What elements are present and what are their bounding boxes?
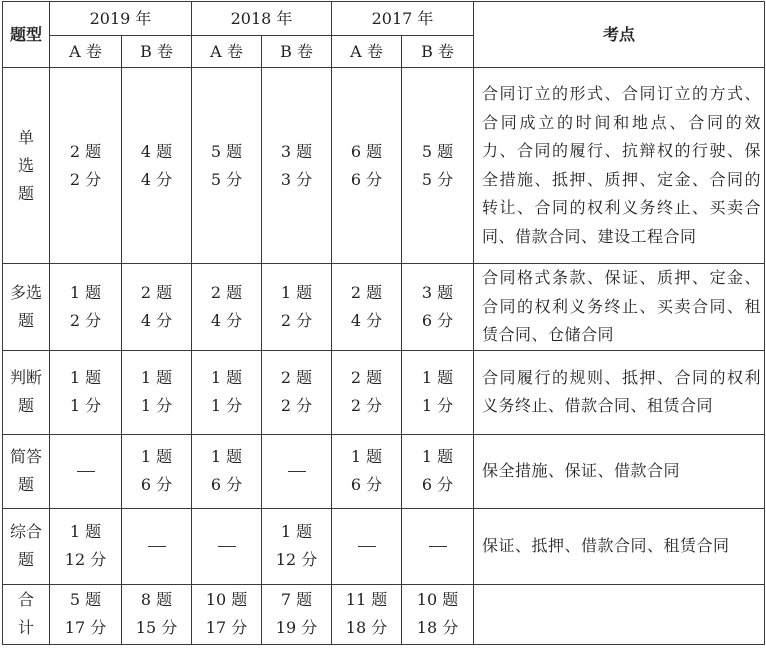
year-header-2017: 2017 年 — [332, 2, 474, 36]
score-cell — [122, 584, 192, 644]
score-cell — [122, 434, 192, 508]
paper-header: B 卷 — [262, 36, 332, 68]
table-row — [3, 508, 765, 584]
table-row — [3, 350, 765, 434]
question-type-text: 简答 — [9, 447, 42, 466]
question-count: 3 题 — [280, 141, 313, 161]
score-points: 12 分 — [64, 550, 107, 569]
question-type-text: 题 — [17, 550, 34, 569]
question-type-text: 题 — [17, 396, 34, 415]
score-cell — [192, 508, 262, 584]
question-count: 2 题 — [69, 141, 102, 161]
question-count: 5 题 — [210, 141, 243, 161]
score-cell — [192, 434, 262, 508]
score-cell — [50, 350, 122, 434]
score-points: 3 分 — [280, 169, 313, 189]
score-points: 4 分 — [210, 310, 243, 330]
score-points: 1 分 — [210, 396, 243, 415]
empty-dash — [429, 546, 447, 547]
question-count: 1 题 — [140, 368, 173, 387]
table-row — [3, 264, 765, 351]
score-points: 6 分 — [421, 310, 454, 330]
question-count: 3 题 — [421, 282, 454, 302]
score-cell — [122, 264, 192, 351]
score-cell — [402, 350, 474, 434]
score-points: 5 分 — [210, 169, 243, 189]
score-cell — [402, 434, 474, 508]
score-points: 2 分 — [69, 310, 102, 330]
question-count: 4 题 — [140, 141, 173, 161]
score-cell — [402, 68, 474, 264]
topics-cell: 保全措施、保证、借款合同 — [474, 434, 765, 508]
score-points: 12 分 — [275, 550, 318, 569]
score-points: 6 分 — [210, 475, 243, 494]
score-cell — [192, 584, 262, 644]
score-cell — [122, 508, 192, 584]
question-count: 2 题 — [350, 368, 383, 387]
score-cell — [122, 350, 192, 434]
score-points: 6 分 — [140, 475, 173, 494]
paper-header: A 卷 — [332, 36, 402, 68]
table-row — [3, 434, 765, 508]
paper-header: A 卷 — [50, 36, 122, 68]
question-count: 1 题 — [421, 368, 454, 387]
question-type-text: 题 — [17, 310, 34, 330]
question-type-text: 判断 — [9, 368, 42, 387]
year-header-2019: 2019 年 — [50, 2, 192, 36]
question-count: 1 题 — [69, 368, 102, 387]
score-points: 15 分 — [135, 618, 178, 637]
score-cell — [262, 508, 332, 584]
topics-cell: 合同履行的规则、抵押、合同的权利义务终止、借款合同、租赁合同 — [474, 350, 765, 434]
score-points: 19 分 — [275, 618, 318, 637]
score-cell — [50, 508, 122, 584]
question-count: 1 题 — [350, 447, 383, 466]
score-points: 6 分 — [350, 169, 383, 189]
score-points: 2 分 — [350, 396, 383, 415]
score-cell — [192, 264, 262, 351]
question-type-text: 选 — [17, 155, 34, 175]
question-count: 2 题 — [350, 282, 383, 302]
question-type-text: 题 — [17, 183, 34, 203]
score-cell — [192, 68, 262, 264]
question-count: 1 题 — [280, 522, 313, 541]
score-cell — [50, 584, 122, 644]
question-type-cell — [3, 68, 50, 264]
score-points: 18 分 — [345, 618, 388, 637]
empty-dash — [218, 546, 236, 547]
score-cell — [402, 264, 474, 351]
year-header-2018: 2018 年 — [192, 2, 332, 36]
question-type-text: 题 — [17, 475, 34, 494]
question-type-cell — [3, 584, 50, 644]
paper-header: A 卷 — [192, 36, 262, 68]
topics-cell: 保证、抵押、借款合同、租赁合同 — [474, 508, 765, 584]
score-cell — [262, 584, 332, 644]
score-points: 6 分 — [350, 475, 383, 494]
question-count: 10 题 — [416, 590, 459, 609]
question-count: 5 题 — [69, 590, 102, 609]
score-points: 5 分 — [421, 169, 454, 189]
question-count: 2 题 — [140, 282, 173, 302]
score-cell — [262, 350, 332, 434]
score-cell — [332, 434, 402, 508]
question-count: 2 题 — [210, 282, 243, 302]
question-type-text: 多选 — [9, 282, 42, 302]
score-points: 2 分 — [280, 396, 313, 415]
question-count: 10 题 — [205, 590, 248, 609]
score-cell — [50, 264, 122, 351]
score-cell — [122, 68, 192, 264]
question-type-text: 计 — [17, 618, 34, 637]
empty-dash — [77, 471, 95, 472]
score-cell — [192, 350, 262, 434]
question-count: 1 题 — [69, 282, 102, 302]
question-type-cell — [3, 264, 50, 351]
empty-dash — [358, 546, 376, 547]
score-cell — [332, 508, 402, 584]
score-cell — [332, 584, 402, 644]
question-count: 2 题 — [280, 368, 313, 387]
table-row — [3, 68, 765, 264]
points-header: 考点 — [474, 2, 765, 68]
score-cell — [50, 68, 122, 264]
empty-dash — [148, 546, 166, 547]
paper-header: B 卷 — [122, 36, 192, 68]
score-points: 4 分 — [350, 310, 383, 330]
question-type-cell — [3, 508, 50, 584]
score-cell — [332, 350, 402, 434]
question-count: 6 题 — [350, 141, 383, 161]
score-cell — [332, 68, 402, 264]
question-type-cell — [3, 434, 50, 508]
score-points: 18 分 — [416, 618, 459, 637]
question-type-text: 综合 — [9, 522, 42, 541]
question-type-cell — [3, 350, 50, 434]
score-points: 2 分 — [69, 169, 102, 189]
topics-cell: 合同格式条款、保证、质押、定金、合同的权利义务终止、买卖合同、租赁合同、仓储合同 — [474, 264, 765, 351]
question-count: 1 题 — [421, 447, 454, 466]
score-cell — [402, 584, 474, 644]
score-cell — [402, 508, 474, 584]
question-count: 5 题 — [421, 141, 454, 161]
score-points: 6 分 — [421, 475, 454, 494]
score-points: 1 分 — [140, 396, 173, 415]
question-type-text: 合 — [17, 590, 34, 609]
empty-dash — [288, 471, 306, 472]
score-points: 2 分 — [280, 310, 313, 330]
score-points: 17 分 — [64, 618, 107, 637]
score-cell — [262, 264, 332, 351]
score-cell — [262, 68, 332, 264]
topics-cell — [474, 584, 765, 644]
type-header: 题型 — [3, 2, 50, 68]
question-count: 1 题 — [210, 447, 243, 466]
question-count: 8 题 — [140, 590, 173, 609]
score-cell — [332, 264, 402, 351]
question-type-text: 单 — [17, 127, 34, 147]
question-count: 1 题 — [140, 447, 173, 466]
score-points: 4 分 — [140, 169, 173, 189]
table-row — [3, 584, 765, 644]
question-count: 1 题 — [280, 282, 313, 302]
exam-stats-table — [2, 1, 765, 645]
score-points: 4 分 — [140, 310, 173, 330]
paper-header: B 卷 — [402, 36, 474, 68]
question-count: 7 题 — [280, 590, 313, 609]
score-points: 17 分 — [205, 618, 248, 637]
score-points: 1 分 — [69, 396, 102, 415]
topics-cell: 合同订立的形式、合同订立的方式、合同成立的时间和地点、合同的效力、合同的履行、抗辩权的行驶、保全措施、抵押、质押、定金、合同的转让、合同的权利义务终止、买卖合同、借款合同、建设工程合同 — [474, 68, 765, 264]
score-cell — [50, 434, 122, 508]
score-cell — [262, 434, 332, 508]
score-points: 1 分 — [421, 396, 454, 415]
question-count: 11 题 — [345, 590, 388, 609]
question-count: 1 题 — [69, 522, 102, 541]
question-count: 1 题 — [210, 368, 243, 387]
